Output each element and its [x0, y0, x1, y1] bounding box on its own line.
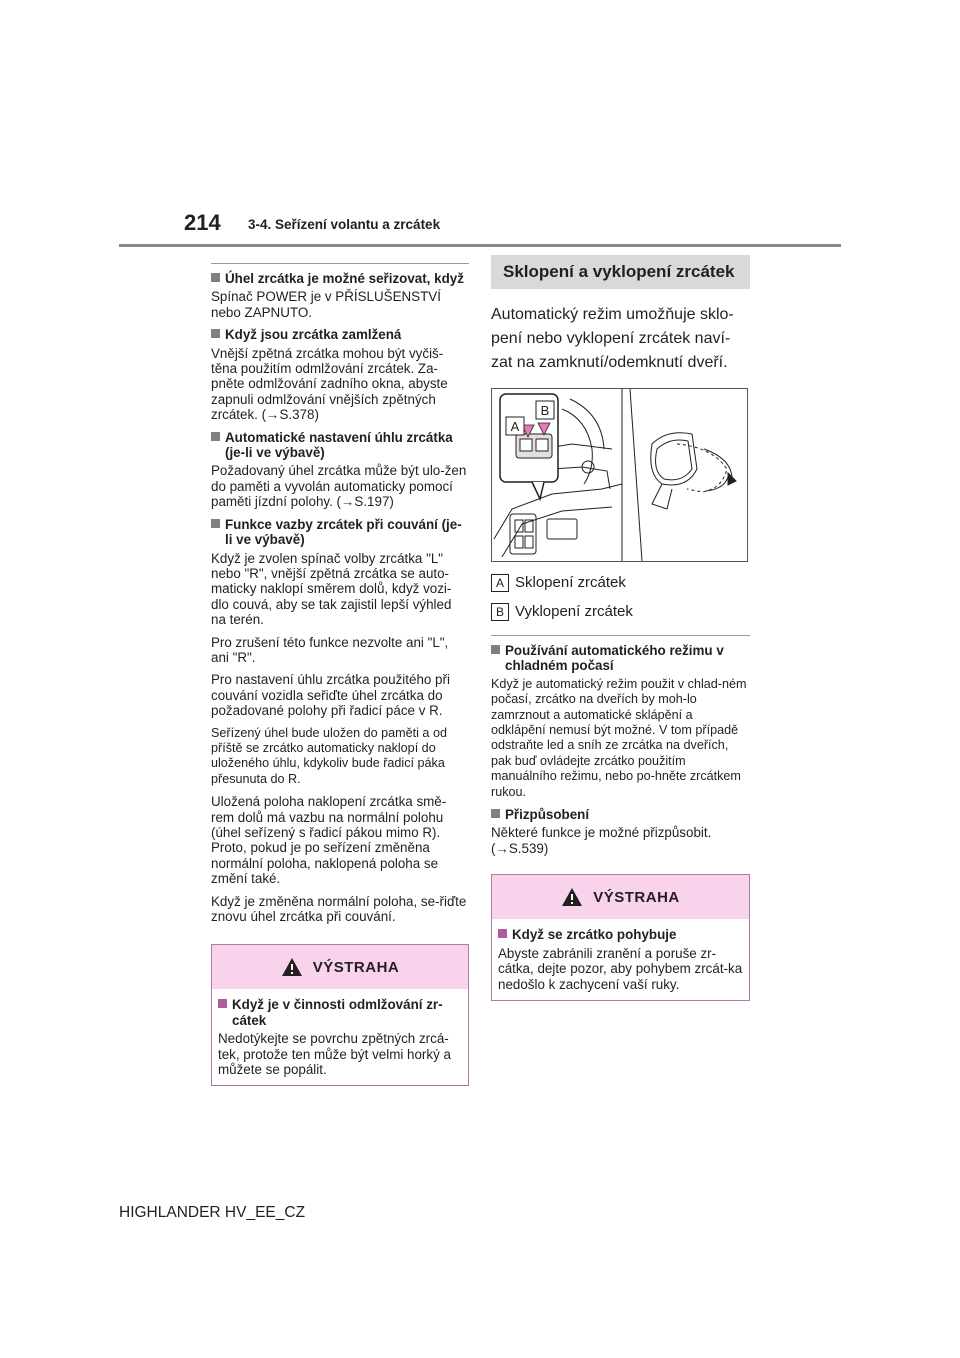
- legend-key: B: [491, 603, 509, 621]
- paragraph: Seřízený úhel bude uložen do paměti a od příště se zrcátko automaticky naklopí do uloženého úhlu, kdykoliv bude řadicí páka přesunuta do R.: [211, 725, 447, 786]
- section-auto-angle: [211, 430, 469, 510]
- warning-title: VÝSTRAHA: [312, 958, 400, 976]
- warning-body: [212, 989, 468, 1085]
- paragraph: Když je zvolen spínač volby zrcátka "L" nebo "R", vnější zpětná zrcátka se auto-maticky naklopí směrem dolů, když vozi-dlo couvá, aby se tak zajistil lepší výhled na terén.: [211, 550, 452, 628]
- bullet-square-icon: [491, 809, 500, 818]
- warning-header: [492, 875, 749, 919]
- section-mirror-adjust: [211, 271, 469, 320]
- warning-heading: Když se zrcátko pohybuje: [498, 927, 743, 942]
- section-fogged-mirrors: [211, 327, 469, 422]
- bullet-square-icon: [491, 645, 500, 654]
- page-number: 214: [184, 210, 221, 235]
- paragraph: Pro zrušení této funkce nezvolte ani "L", ani "R".: [211, 634, 449, 665]
- figure-label-a: A: [510, 419, 520, 434]
- section-heading: Používání automatického režimu v chladném počasí: [491, 643, 750, 674]
- bullet-square-icon: [211, 329, 220, 338]
- right-column: [491, 255, 750, 1001]
- left-column: [211, 263, 469, 1086]
- illustration-svg: [492, 389, 747, 561]
- bullet-square-icon: [211, 432, 220, 441]
- paragraph: Vnější zpětná zrcátka mohou být vyčiš-těna použitím odmlžování zrcátek. Za-pněte odmlžování zadního okna, abyste zapnuli odmlžování vnějších zpětných zrcátek. (→S.378): [211, 345, 448, 423]
- section-cold-weather: [491, 643, 750, 800]
- section-heading: Funkce vazby zrcátek při couvání (je-li ve výbavě): [211, 517, 469, 548]
- section-heading: Přizpůsobení: [491, 807, 750, 822]
- warning-box-defogger: [211, 944, 469, 1086]
- paragraph: Když je změněna normální poloha, se-řiďte znovu úhel zrcátka při couvání.: [211, 893, 467, 925]
- intro-text: Automatický režim umožňuje sklo-pení nebo vyklopení zrcátek naví-zat na zamknutí/odemknutí dveří.: [491, 306, 734, 371]
- legend-text: Sklopení zrcátek: [515, 574, 626, 592]
- warning-heading: Když je v činnosti odmlžování zr-cátek: [218, 997, 462, 1028]
- section-title-bar: Sklopení a vyklopení zrcátek: [491, 255, 750, 289]
- section-heading: Automatické nastavení úhlu zrcátka (je-li ve výbavě): [211, 430, 469, 461]
- paragraph: Uložená poloha naklopení zrcátka smě-rem dolů má vazbu na normální polohu (úhel seřízený s řadicí pákou mimo R). Proto, pokud je po seřízení změněna normální poloha, naklopená poloha se změní také.: [211, 794, 447, 887]
- footer-model: HIGHLANDER HV_EE_CZ: [119, 1204, 306, 1221]
- legend-text: Vyklopení zrcátek: [515, 603, 633, 621]
- section-heading: Když jsou zrcátka zamlžená: [211, 327, 469, 342]
- warning-triangle-icon: [281, 957, 303, 977]
- header-rule: [119, 244, 841, 247]
- paragraph: Některé funkce je možné přizpůsobit. (→S.539): [491, 825, 712, 856]
- paragraph: Pro nastavení úhlu zrcátka použitého při couvání vozidla seřiďte úhel zrcátka do požadované polohy při řadicí páce v R.: [211, 672, 450, 719]
- legend-item-a: [491, 572, 750, 594]
- paragraph: Spínač POWER je v PŘÍSLUŠENSTVÍ nebo ZAPNUTO.: [211, 289, 441, 320]
- bullet-square-icon: [211, 519, 220, 528]
- warning-text: Abyste zabránili zranění a poruše zr-cátka, dejte pozor, aby pohybem zrcát-ka nedošlo k zachycení vaší ruky.: [498, 945, 743, 992]
- section-heading: Úhel zrcátka je možné seřizovat, když: [211, 271, 469, 286]
- bullet-square-icon: [218, 999, 227, 1008]
- section-reverse-link: [211, 517, 469, 925]
- figure-label-b: B: [540, 403, 550, 418]
- paragraph: Požadovaný úhel zrcátka může být ulo-žen do paměti a vyvolán automaticky pomocí paměti jízdní polohy. (→S.197): [211, 463, 467, 510]
- warning-body: [492, 919, 749, 1000]
- section-customization: [491, 807, 750, 856]
- bullet-square-icon: [211, 273, 220, 282]
- section-divider: [211, 263, 469, 264]
- warning-title: VÝSTRAHA: [593, 888, 680, 906]
- warning-box-mirror-moving: [491, 874, 750, 1001]
- bullet-square-icon: [498, 929, 507, 938]
- warning-triangle-icon: [561, 887, 583, 907]
- warning-text: Nedotýkejte se povrchu zpětných zrcá-tek, protože ten může být velmi horký a můžete se popálit.: [218, 1031, 451, 1078]
- section-divider: [491, 635, 750, 636]
- legend-item-b: [491, 601, 750, 623]
- mirror-fold-illustration: [491, 388, 748, 562]
- legend-key: A: [491, 574, 509, 592]
- paragraph: Když je automatický režim použit v chlad-ném počasí, zrcátko na dveřích by moh-lo zamrznout a automatické sklápění a odklápění nemusí být možné. V tom případě odstraňte led a sníh ze zrcátka na dveřích, pak buď ovládejte zrcátko použitím manuálního režimu, nebo po-hněte zrcátkem rukou.: [491, 676, 747, 799]
- warning-header: [212, 945, 468, 989]
- chapter-title: 3-4. Seřízení volantu a zrcátek: [248, 217, 441, 232]
